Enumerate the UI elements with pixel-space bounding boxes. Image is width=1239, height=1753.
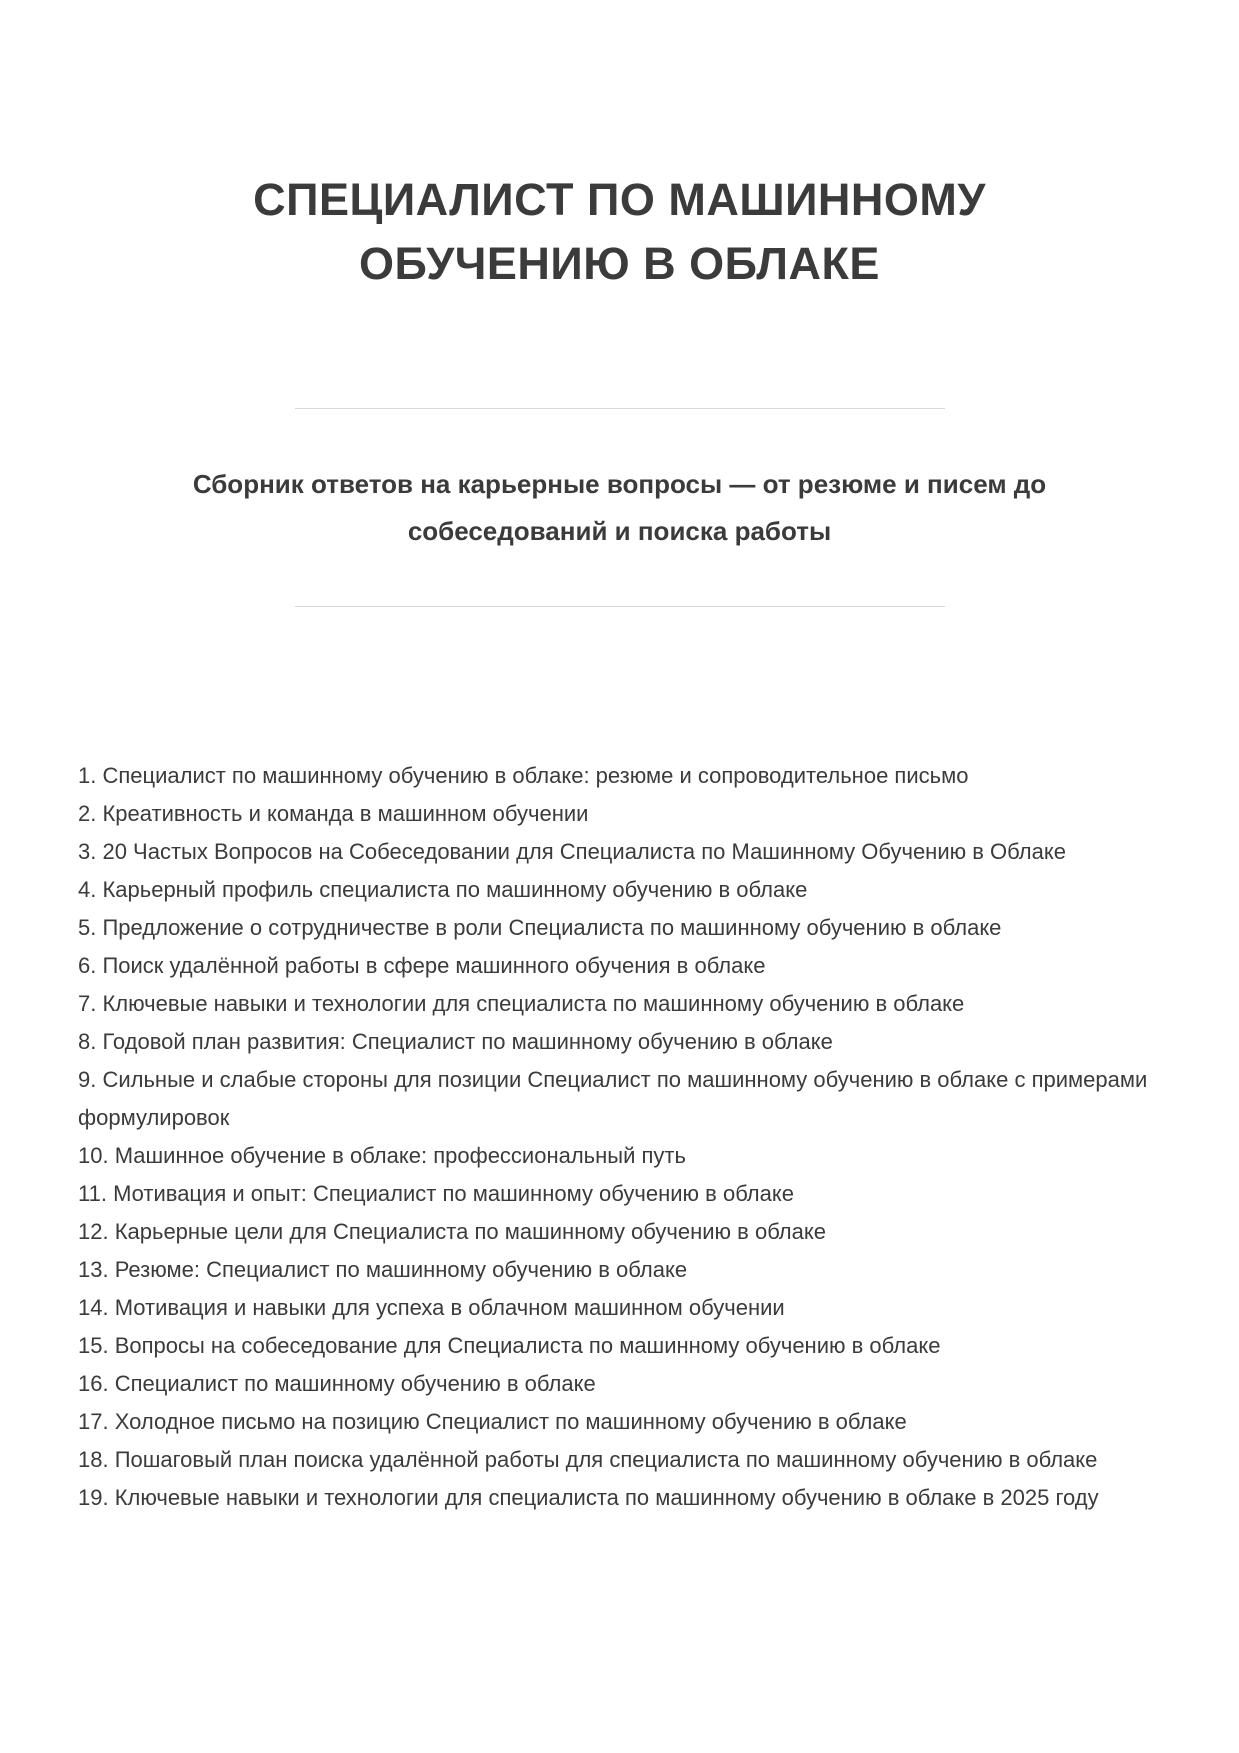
- toc-item: 15. Вопросы на собеседование для Специалиста по машинному обучению в облаке: [78, 1333, 941, 1359]
- document-header: [0, 168, 1239, 607]
- toc-item: 12. Карьерные цели для Специалиста по машинному обучению в облаке: [78, 1219, 826, 1245]
- toc-item: 19. Ключевые навыки и технологии для специалиста по машинному обучению в облаке в 2025 году: [78, 1485, 1099, 1511]
- toc-item: 17. Холодное письмо на позицию Специалист по машинному обучению в облаке: [78, 1409, 907, 1435]
- toc-item: 14. Мотивация и навыки для успеха в облачном машинном обучении: [78, 1295, 785, 1321]
- toc-item: 2. Креативность и команда в машинном обучении: [78, 801, 589, 827]
- toc-item: 9. Сильные и слабые стороны для позиции Специалист по машинному обучению в облаке с примерами формулировок: [78, 1067, 1148, 1131]
- toc-item: 6. Поиск удалённой работы в сфере машинного обучения в облаке: [78, 953, 766, 979]
- toc-item: 13. Резюме: Специалист по машинному обучению в облаке: [78, 1257, 688, 1283]
- toc-item: 8. Годовой план развития: Специалист по машинному обучению в облаке: [78, 1029, 833, 1055]
- toc-item: 7. Ключевые навыки и технологии для специалиста по машинному обучению в облаке: [78, 991, 965, 1017]
- divider-line-bottom: [295, 606, 945, 607]
- toc-item: 18. Пошаговый план поиска удалённой работы для специалиста по машинному обучению в облаке: [78, 1447, 1098, 1473]
- toc-list: [0, 757, 1239, 1517]
- toc-item: 3. 20 Частых Вопросов на Собеседовании для Специалиста по Машинному Обучению в Облаке: [78, 839, 1066, 865]
- toc-item: 4. Карьерный профиль специалиста по машинному обучению в облаке: [78, 877, 808, 903]
- toc-item: 10. Машинное обучение в облаке: профессиональный путь: [78, 1143, 686, 1169]
- toc-item: 16. Специалист по машинному обучению в облаке: [78, 1371, 596, 1397]
- toc-item: 1. Специалист по машинному обучению в облаке: резюме и сопроводительное письмо: [78, 763, 969, 789]
- page-subtitle: Сборник ответов на карьерные вопросы — от резюме и писем до собеседований и поиска работы: [192, 468, 1047, 546]
- divider-line-top: [295, 408, 945, 409]
- toc-item: 5. Предложение о сотрудничестве в роли Специалиста по машинному обучению в облаке: [78, 915, 1002, 941]
- toc-item: 11. Мотивация и опыт: Специалист по машинному обучению в облаке: [78, 1181, 794, 1207]
- page-title: СПЕЦИАЛИСТ ПО МАШИННОМУ ОБУЧЕНИЮ В ОБЛАКЕ: [253, 174, 986, 289]
